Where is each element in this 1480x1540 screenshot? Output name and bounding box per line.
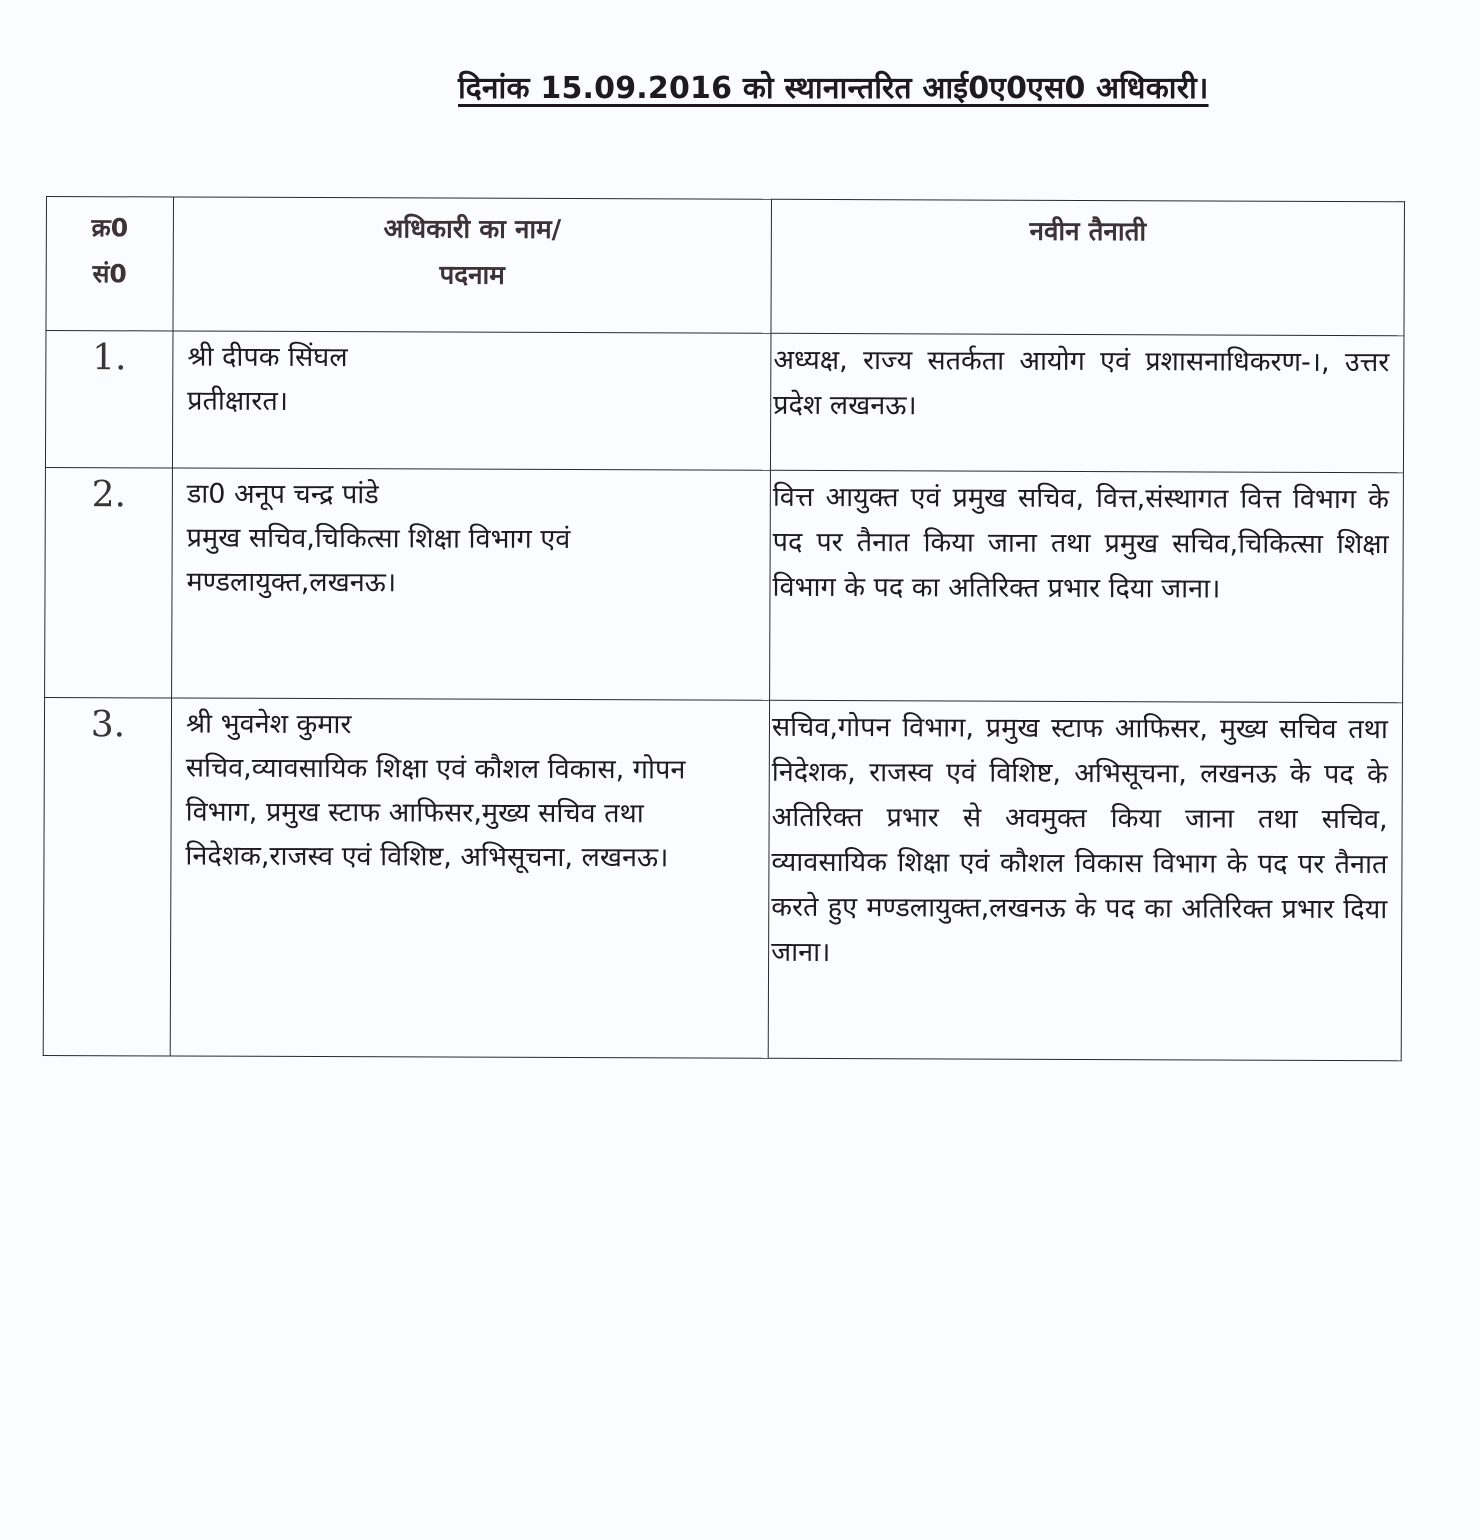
serial-header-line1: क्र0 xyxy=(91,213,129,243)
posting-cell xyxy=(768,700,1402,1060)
table-row xyxy=(45,331,1404,473)
serial-cell xyxy=(45,331,173,468)
posting-cell xyxy=(770,333,1404,472)
posting-header: नवीन तैनाती xyxy=(1029,216,1147,248)
officer-header-cell xyxy=(173,197,772,333)
transfer-table xyxy=(43,196,1405,1061)
officer-designation: प्रतीक्षारत। xyxy=(187,385,289,417)
officer-header-line1: अधिकारी का नाम/ xyxy=(383,214,562,245)
serial-number: 2. xyxy=(91,474,127,516)
officer-designation: सचिव,व्यावसायिक शिक्षा एवं कौशल विकास, गोपन विभाग, प्रमुख स्टाफ आफिसर,मुख्य सचिव तथा निदेशक,राजस्व एवं विशिष्ट, अभिसूचना, लखनऊ। xyxy=(185,752,686,874)
table-row xyxy=(43,697,1402,1060)
posting-cell xyxy=(770,470,1404,702)
serial-number: 3. xyxy=(90,704,126,746)
new-posting: अध्यक्ष, राज्य सतर्कता आयोग एवं प्रशासनाधिकरण-।, उत्तर प्रदेश लखनऊ। xyxy=(773,344,1390,422)
officer-cell xyxy=(170,698,769,1058)
officer-cell xyxy=(172,468,771,700)
serial-cell xyxy=(45,467,173,697)
officer-name: श्री भुवनेश कुमार xyxy=(185,708,352,741)
officer-header-line2: पदनाम xyxy=(439,260,505,291)
posting-header-cell xyxy=(771,199,1405,335)
officer-cell xyxy=(172,331,771,470)
serial-header-cell xyxy=(46,197,174,331)
new-posting: वित्त आयुक्त एवं प्रमुख सचिव, वित्त,संस्थागत वित्त विभाग के पद पर तैनात किया जाना तथा प्रमुख सचिव,चिकित्सा शिक्षा विभाग के पद का अतिरिक्त प्रभार दिया जाना। xyxy=(772,481,1389,605)
serial-header-line2: सं0 xyxy=(92,259,127,289)
serial-number: 1. xyxy=(92,337,127,379)
officer-name: श्री दीपक सिंघल xyxy=(187,341,348,374)
officer-name: डा0 अनूप चन्द्र पांडे xyxy=(186,478,379,511)
table-row xyxy=(45,467,1404,702)
serial-cell xyxy=(43,697,171,1055)
officer-designation: प्रमुख सचिव,चिकित्सा शिक्षा विभाग एवं मण्डलायुक्त,लखनऊ। xyxy=(186,522,571,599)
new-posting: सचिव,गोपन विभाग, प्रमुख स्टाफ आफिसर, मुख्य सचिव तथा निदेशक, राजस्व एवं विशिष्ट, अभिसूचना, लखनऊ के पद के अतिरिक्त प्रभार से अवमुक्त किया जाना तथा सचिव, व्यावसायिक शिक्षा एवं कौशल विकास विभाग के पद पर तैनात करते हुए मण्डलायुक्त,लखनऊ के पद का अतिरिक्त प्रभार दिया जाना। xyxy=(771,711,1389,969)
page-title: दिनांक 15.09.2016 को स्थानान्तरित आई0ए0एस0 अधिकारी। xyxy=(458,71,1209,106)
table-header-row xyxy=(46,197,1405,336)
